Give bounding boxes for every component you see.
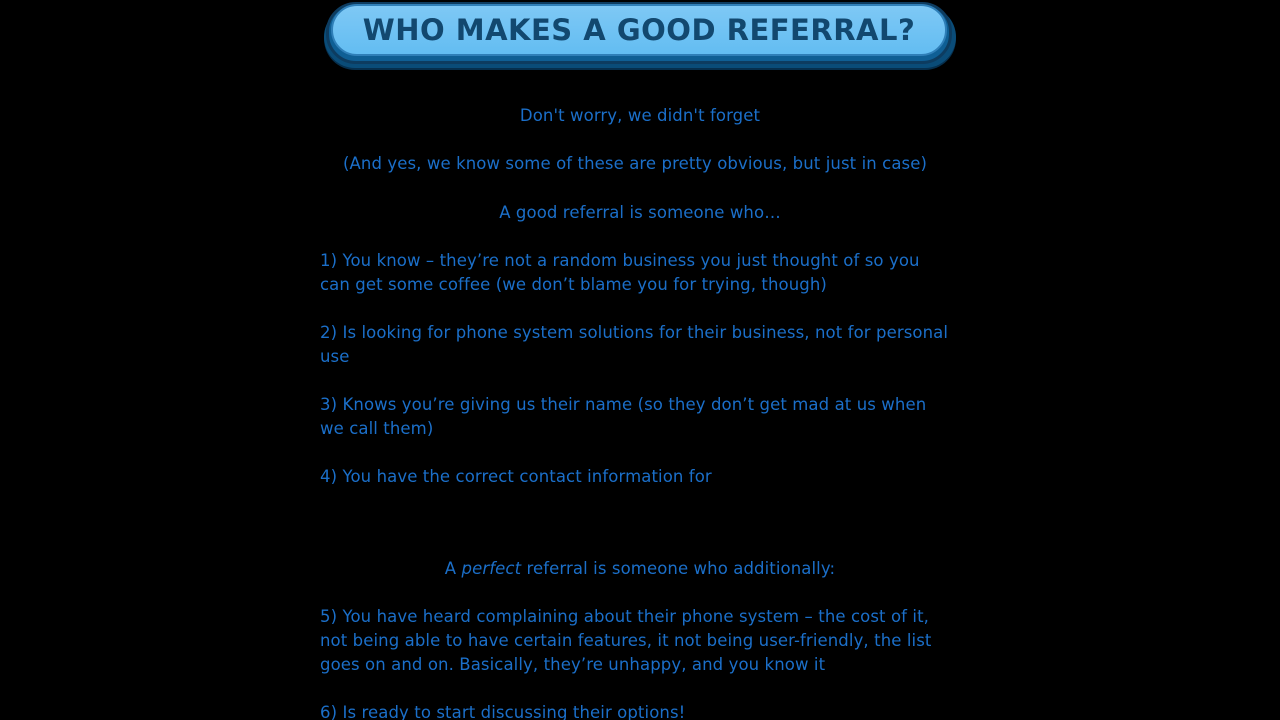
list-item: 3) Knows you’re giving us their name (so they don’t get mad at us when we call them): [320, 395, 927, 438]
perfect-lead-suffix: referral is someone who additionally:: [521, 559, 836, 578]
perfect-lead-prefix: A: [444, 559, 462, 578]
list-item: 4) You have the correct contact information for: [320, 467, 712, 486]
list-item: 5) You have heard complaining about their phone system – the cost of it, not being able to have certain features, it not being user-friendly, the list goes on and on. Basically, they’re unhappy, and you know it: [320, 607, 932, 674]
list-item: 2) Is looking for phone system solutions for their business, not for personal use: [320, 323, 949, 366]
page-title: WHO MAKES A GOOD REFERRAL?: [362, 13, 916, 47]
intro-text: Don't worry, we didn't forget: [519, 106, 761, 125]
note-text: (And yes, we know some of these are pretty obvious, but just in case): [342, 154, 928, 173]
perfect-lead-emphasis: perfect: [461, 559, 522, 578]
good-referral-lead: A good referral is someone who…: [499, 203, 781, 222]
title-banner: [324, 2, 956, 68]
section-spacer: [320, 513, 960, 557]
list-item: 1) You know – they’re not a random business you just thought of so you can get some coffee (we don’t blame you for trying, though): [320, 251, 920, 294]
perfect-referral-lead: [320, 557, 960, 581]
title-banner-pill: [331, 4, 947, 56]
list-item: 6) Is ready to start discussing their options!: [320, 703, 686, 720]
slide-content: [320, 104, 960, 720]
